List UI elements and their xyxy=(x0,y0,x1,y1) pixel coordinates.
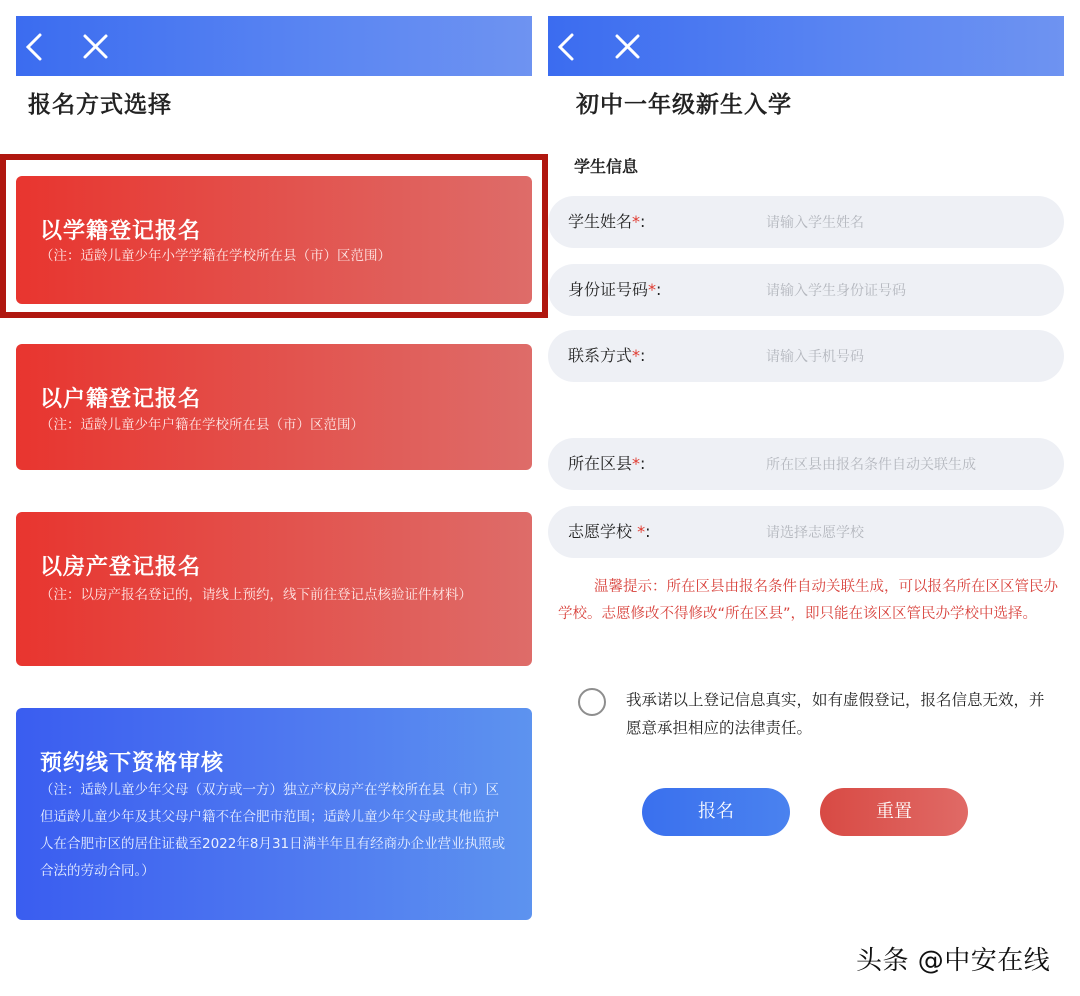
card-note: （注：适龄儿童少年小学学籍在学校所在县（市）区范围） xyxy=(40,248,391,264)
agreement-text: 我承诺以上登记信息真实，如有虚假登记，报名信息无效，并愿意承担相应的法律责任。 xyxy=(626,691,1045,737)
card-title: 预约线下资格审核 xyxy=(40,751,225,776)
field-label: 所在区县*: xyxy=(568,454,646,473)
chevron-left-icon[interactable] xyxy=(550,30,584,64)
enrollment-form-screen xyxy=(548,0,1064,996)
card-title: 以户籍登记报名 xyxy=(40,387,202,412)
field-label: 联系方式*: xyxy=(568,346,646,365)
agreement-radio[interactable] xyxy=(578,688,606,716)
phone-field xyxy=(548,330,1064,382)
card-note: （注：适龄儿童少年父母（双方或一方）独立产权房产在学校所在县（市）区但适龄儿童少年及其父母户籍不在合肥市范围；适龄儿童少年父母或其他监护人在合肥市区的居住证截至2022年8月31日满半年且有经商办企业营业执照或合法的劳动合同。） xyxy=(40,782,506,879)
card-student-status[interactable] xyxy=(16,176,532,304)
card-offline-review[interactable] xyxy=(16,708,532,920)
field-label: 志愿学校 *: xyxy=(568,522,651,541)
reset-button[interactable]: 重置 xyxy=(820,788,968,836)
card-household[interactable] xyxy=(16,344,532,470)
card-property[interactable] xyxy=(16,512,532,666)
district-input[interactable] xyxy=(764,438,1048,492)
school-choice-field xyxy=(548,506,1064,558)
student-name-field xyxy=(548,196,1064,248)
student-name-input[interactable] xyxy=(764,196,1048,250)
close-icon[interactable] xyxy=(610,30,644,64)
section-title: 学生信息 xyxy=(574,157,639,176)
district-field xyxy=(548,438,1064,490)
card-note: （注：以房产报名登记的，请线上预约，线下前往登记点核验证件材料） xyxy=(40,587,472,603)
submit-button[interactable]: 报名 xyxy=(642,788,790,836)
card-note: （注：适龄儿童少年户籍在学校所在县（市）区范围） xyxy=(40,417,364,433)
phone-input[interactable] xyxy=(764,330,1048,384)
warm-tip: 温馨提示：所在区县由报名条件自动关联生成，可以报名所在区区管民办学校。志愿修改不得修改“所在区县”，即只能在该区区管民办学校中选择。 xyxy=(558,579,1058,622)
page-title: 报名方式选择 xyxy=(28,92,172,118)
page-title: 初中一年级新生入学 xyxy=(576,92,792,118)
watermark: 头条 @中安在线 xyxy=(856,946,1051,976)
header-bar xyxy=(548,16,1064,76)
card-title: 以学籍登记报名 xyxy=(40,219,202,244)
id-number-field xyxy=(548,264,1064,316)
school-choice-select[interactable] xyxy=(764,506,1048,560)
card-title: 以房产登记报名 xyxy=(40,555,202,580)
field-label: 学生姓名*: xyxy=(568,212,646,231)
field-label: 身份证号码*: xyxy=(568,280,662,299)
id-number-input[interactable] xyxy=(764,264,1048,318)
registration-cards xyxy=(16,0,532,996)
